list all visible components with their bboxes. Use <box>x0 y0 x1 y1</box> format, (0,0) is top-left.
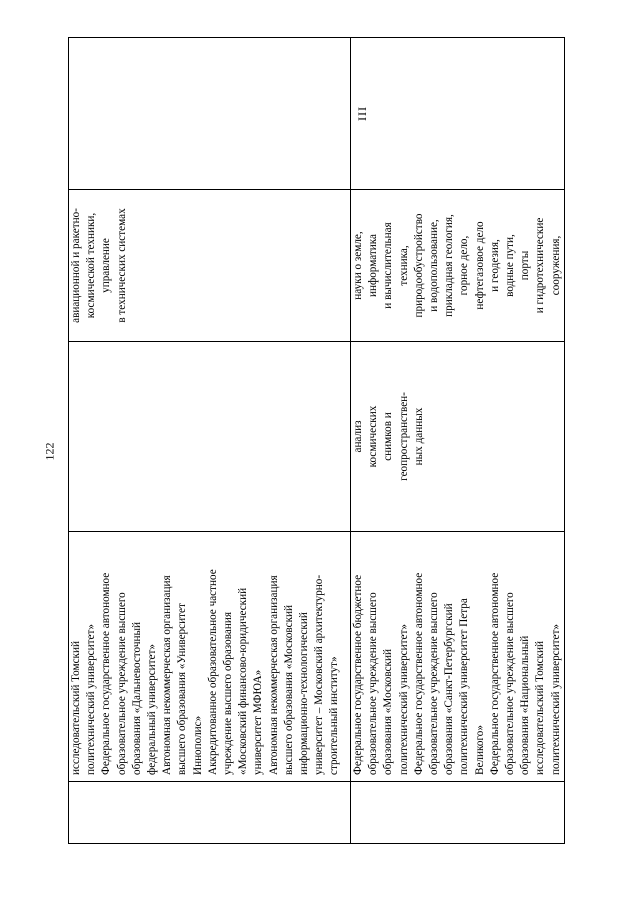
area-line: нефтегазовое дело <box>473 221 486 310</box>
technology-line: снимков и <box>382 412 395 461</box>
area-line: и водопользование, <box>428 219 441 312</box>
area-line: горное дело, <box>458 235 471 296</box>
organization-line: университет МФЮА» <box>252 669 265 775</box>
organization-line: образовательное учреждение высшего <box>367 592 380 775</box>
organization-line: политехнический университет» <box>549 624 562 775</box>
organizations-list <box>69 534 343 775</box>
rotated-table <box>68 38 562 844</box>
organization-line: федеральный университет» <box>146 644 159 775</box>
area-line: в технических системах <box>115 208 128 323</box>
technology-line: анализ <box>352 420 364 453</box>
organization-line: Федеральное государственное автономное <box>412 572 425 775</box>
area-line: природообустройство <box>412 213 425 318</box>
organization-line: исследовательский Томский <box>70 641 82 775</box>
organization-line: Иннополис» <box>191 715 204 775</box>
organization-line: Федеральное государственное автономное <box>488 572 501 775</box>
organization-line: Федеральное государственное автономное <box>100 572 113 775</box>
area-line: информатика <box>367 233 380 298</box>
technology-line: геопространствен- <box>397 392 410 481</box>
organization-line: образования «Дальневосточный <box>130 622 143 775</box>
cell-number <box>69 38 351 190</box>
organization-line: Федеральное государственное бюджетное <box>352 574 364 775</box>
area-line: космической техники, <box>85 212 98 319</box>
cell-organizations <box>351 532 565 782</box>
area-line: сооружения, <box>549 235 562 296</box>
area-lines <box>69 192 130 339</box>
page-number: 122 <box>42 442 57 461</box>
organization-line: высшего образования «Московский <box>282 604 295 775</box>
technology-line: космических <box>367 405 380 468</box>
area-line: авиационной и ракетно- <box>70 208 82 323</box>
organization-line: образовательное учреждение высшего <box>115 592 128 775</box>
area-line: и вычислительная <box>382 222 395 309</box>
universities-table <box>68 37 565 844</box>
area-line: науки о земле, <box>352 231 364 300</box>
table-row-top <box>69 38 351 844</box>
cell-empty-left <box>351 782 565 844</box>
area-lines <box>351 192 564 339</box>
organization-line: Автономная некоммерческая организация <box>267 575 280 775</box>
table-row-bottom <box>351 38 565 844</box>
cell-organizations <box>69 532 351 782</box>
area-line: и геодезия, <box>488 239 501 292</box>
organization-line: образования «Национальный <box>519 635 532 775</box>
technology-lines <box>351 344 427 529</box>
organization-line: Автономная некоммерческая организация <box>161 575 174 775</box>
organization-line: политехнический университет» <box>397 624 410 775</box>
area-line: прикладная геология, <box>443 214 456 317</box>
cell-technology <box>351 342 565 532</box>
organization-line: Аккредитованное образовательное частное <box>206 569 219 775</box>
organization-line: Великого» <box>473 725 486 775</box>
organization-line: образования «Московский <box>382 649 395 775</box>
area-line: техника, <box>397 245 410 286</box>
cell-number: III <box>351 38 565 190</box>
cell-empty-left <box>69 782 351 844</box>
organization-line: строительный институт» <box>328 656 341 775</box>
cell-area <box>351 190 565 342</box>
organization-line: высшего образования «Университет <box>176 603 189 775</box>
organization-line: образовательное учреждение высшего <box>428 592 441 775</box>
area-line: порты <box>519 250 532 281</box>
area-line: водные пути, <box>504 234 517 297</box>
cell-technology <box>69 342 351 532</box>
organization-line: исследовательский Томский <box>534 641 547 775</box>
technology-line: ных данных <box>412 407 425 466</box>
area-line: управление <box>100 238 113 293</box>
organization-line: политехнический университет Петра <box>458 598 471 775</box>
organization-line: образовательное учреждение высшего <box>504 592 517 775</box>
organization-line: «Московский финансово-юридический <box>237 587 250 775</box>
organization-line: учреждение высшего образования <box>222 612 235 775</box>
organizations-list <box>351 534 564 775</box>
organization-line: информационно-технологический <box>298 612 311 775</box>
organization-line: политехнический университет» <box>85 624 98 775</box>
cell-area <box>69 190 351 342</box>
area-line: и гидротехнические <box>534 217 547 314</box>
organization-line: университет – Московский архитектурно- <box>313 574 326 775</box>
organization-line: образования «Санкт-Петербургский <box>443 603 456 775</box>
